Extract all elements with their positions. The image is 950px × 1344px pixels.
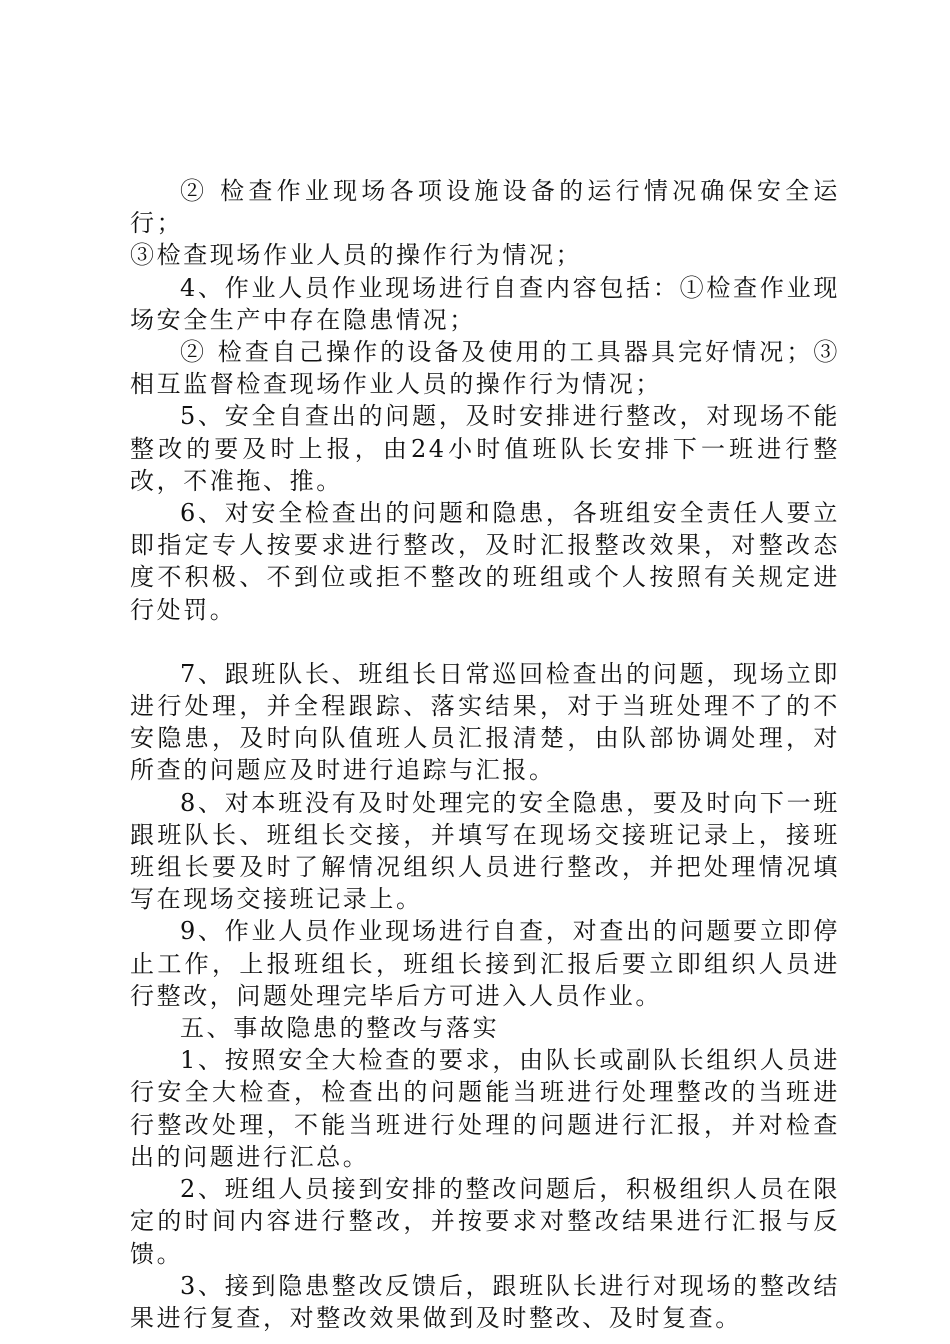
paragraph-2-team-rectification: 2、班组人员接到安排的整改问题后，积极组织人员在限定的时间内容进行整改，并按要求对整改结果进行汇报与反馈。 [130, 1175, 840, 1268]
paragraph-9-worker-self-check: 9、作业人员作业现场进行自查，对查出的问题要立即停止工作，上报班组长，班组长接到汇报后要立即组织人员进行整改，问题处理完毕后方可进入人员作业。 [130, 917, 840, 1010]
paragraph-item-2-check-equipment: ② 检查作业现场各项设施设备的运行情况确保安全运行； [130, 177, 840, 238]
section-heading-5: 五、事故隐患的整改与落实 [180, 1014, 500, 1043]
paragraph-7-patrol: 7、跟班队长、班组长日常巡回检查出的问题，现场立即进行处理，并全程跟踪、落实结果，对于当班处理不了的不安隐患，及时向队值班人员汇报清楚，由队部协调处理，对所查的问题应及时进行追踪与汇报。 [130, 659, 840, 785]
paragraph-3-recheck: 3、接到隐患整改反馈后，跟班队长进行对现场的整改结果进行复查，对整改效果做到及时整改、及时复查。 [130, 1271, 840, 1332]
paragraph-6-hazards: 6、对安全检查出的问题和隐患，各班组安全责任人要立即指定专人按要求进行整改，及时汇报整改效果，对整改态度不积极、不到位或拒不整改的班组或个人按照有关规定进行处罚。 [130, 499, 840, 624]
paragraph-8-handover: 8、对本班没有及时处理完的安全隐患，要及时向下一班跟班队长、班组长交接，并填写在现场交接班记录上，接班班组长要及时了解情况组织人员进行整改，并把处理情况填写在现场交接班记录上。 [130, 788, 840, 914]
paragraph-item-3-check-behavior: ③检查现场作业人员的操作行为情况； [130, 241, 583, 270]
document-body [130, 175, 840, 1334]
paragraph-5-rectification: 5、安全自查出的问题，及时安排进行整改，对现场不能整改的要及时上报，由24小时值班队长安排下一班进行整改，不准拖、推。 [130, 402, 840, 495]
paragraph-self-check-items: ② 检查自己操作的设备及使用的工具器具完好情况；③相互监督检查现场作业人员的操作行为情况； [130, 338, 840, 399]
paragraph-1-major-inspection: 1、按照安全大检查的要求，由队长或副队长组织人员进行安全大检查，检查出的问题能当班进行处理整改的当班进行整改处理，不能当班进行处理的问题进行汇报，并对检查出的问题进行汇总。 [130, 1046, 840, 1171]
paragraph-4-self-check: 4、作业人员作业现场进行自查内容包括：①检查作业现场安全生产中存在隐患情况； [130, 273, 840, 334]
